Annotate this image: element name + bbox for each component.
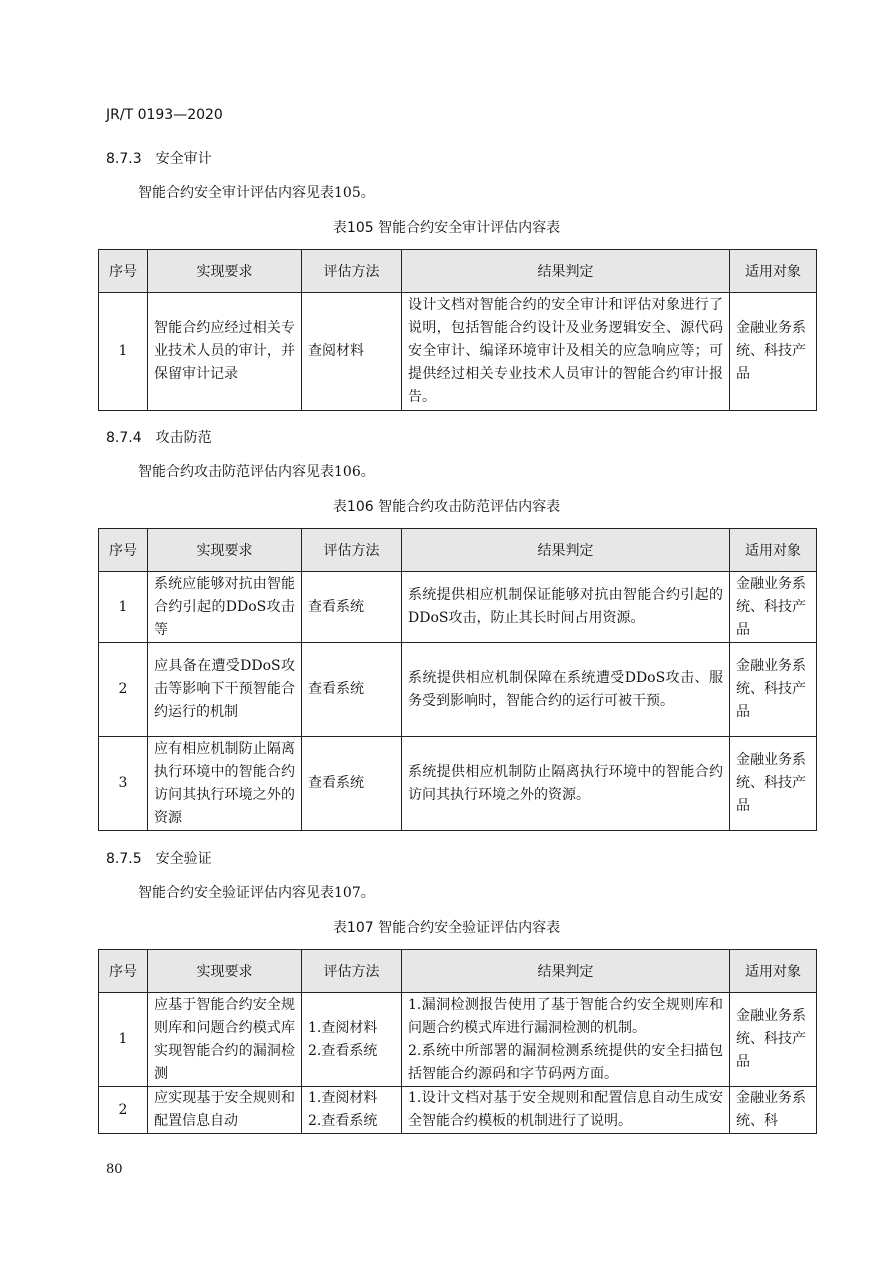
section-intro: 智能合约安全验证评估内容见表107。 (138, 885, 375, 901)
cell-no: 1 (99, 572, 148, 643)
column-header: 实现要求 (148, 529, 302, 572)
cell-requirement: 应有相应机制防止隔离执行环境中的智能合约访问其执行环境之外的资源 (148, 737, 302, 831)
cell-requirement: 应具备在遭受DDoS攻击等影响下干预智能合约运行的机制 (148, 643, 302, 737)
column-header: 适用对象 (730, 250, 817, 293)
column-header: 结果判定 (402, 250, 730, 293)
cell-result: 系统提供相应机制保障在系统遭受DDoS攻击、服务受到影响时，智能合约的运行可被干预。 (402, 643, 730, 737)
cell-no: 1 (99, 293, 148, 411)
section-title: 8.7.3 安全审计 (106, 151, 212, 167)
table-row (99, 737, 817, 831)
result-item: 2.系统中所部署的漏洞检测系统提供的安全扫描包括智能合约源码和字节码两方面。 (408, 1042, 723, 1082)
cell-no: 1 (99, 993, 148, 1087)
cell-no: 2 (99, 1087, 148, 1134)
table-header-row (99, 950, 817, 993)
section-title: 8.7.4 攻击防范 (106, 430, 212, 446)
cell-no: 3 (99, 737, 148, 831)
page-number: 80 (106, 1162, 123, 1177)
column-header: 评估方法 (302, 250, 402, 293)
column-header: 评估方法 (302, 529, 402, 572)
column-header: 评估方法 (302, 950, 402, 993)
cell-result (402, 993, 730, 1087)
column-header: 结果判定 (402, 529, 730, 572)
cell-target: 金融业务系统、科技产品 (730, 293, 817, 411)
cell-method (302, 993, 402, 1087)
table-row (99, 572, 817, 643)
method-item: 2.查看系统 (308, 1042, 378, 1059)
method-item: 1.查阅材料 (308, 1090, 378, 1106)
cell-requirement: 应基于智能合约安全规则库和问题合约模式库实现智能合约的漏洞检测 (148, 993, 302, 1087)
cell-method: 查看系统 (302, 572, 402, 643)
cell-method: 查看系统 (302, 737, 402, 831)
cell-result: 1.设计文档对基于安全规则和配置信息自动生成安全智能合约模板的机制进行了说明。 (402, 1087, 730, 1134)
assessment-table (98, 528, 817, 831)
column-header: 实现要求 (148, 950, 302, 993)
column-header: 序号 (99, 250, 148, 293)
table-row (99, 993, 817, 1087)
column-header: 实现要求 (148, 250, 302, 293)
cell-method: 查看系统 (302, 643, 402, 737)
result-item: 1.漏洞检测报告使用了基于智能合约安全规则库和问题合约模式库进行漏洞检测的机制。 (408, 996, 723, 1036)
section-intro: 智能合约攻击防范评估内容见表106。 (138, 464, 375, 480)
cell-target: 金融业务系统、科技产品 (730, 993, 817, 1087)
table-caption: 表107 智能合约安全验证评估内容表 (332, 920, 561, 936)
column-header: 适用对象 (730, 950, 817, 993)
column-header: 序号 (99, 529, 148, 572)
cell-requirement: 系统应能够对抗由智能合约引起的DDoS攻击等 (148, 572, 302, 643)
table-header-row (99, 529, 817, 572)
table-header-row (99, 250, 817, 293)
method-item: 1.查阅材料 (308, 1019, 378, 1036)
assessment-table (98, 249, 817, 411)
table-caption: 表105 智能合约安全审计评估内容表 (332, 220, 561, 236)
method-item: 2.查看系统 (308, 1113, 378, 1129)
cell-requirement: 智能合约应经过相关专业技术人员的审计，并保留审计记录 (148, 293, 302, 411)
cell-method: 查阅材料 (302, 293, 402, 411)
column-header: 序号 (99, 950, 148, 993)
cell-target: 金融业务系统、科 (730, 1087, 817, 1134)
table-row (99, 1087, 817, 1134)
cell-result: 系统提供相应机制保证能够对抗由智能合约引起的DDoS攻击，防止其长时间占用资源。 (402, 572, 730, 643)
assessment-table (98, 949, 817, 1134)
section-title: 8.7.5 安全验证 (106, 851, 212, 867)
table-row (99, 643, 817, 737)
cell-method (302, 1087, 402, 1134)
cell-requirement: 应实现基于安全规则和配置信息自动 (148, 1087, 302, 1134)
cell-result: 设计文档对智能合约的安全审计和评估对象进行了说明，包括智能合约设计及业务逻辑安全、源代码安全审计、编译环境审计及相关的应急响应等；可提供经过相关专业技术人员审计的智能合约审计报告。 (402, 293, 730, 411)
cell-no: 2 (99, 643, 148, 737)
cell-target: 金融业务系统、科技产品 (730, 572, 817, 643)
cell-target: 金融业务系统、科技产品 (730, 643, 817, 737)
cell-target: 金融业务系统、科技产品 (730, 737, 817, 831)
column-header: 适用对象 (730, 529, 817, 572)
cell-result: 系统提供相应机制防止隔离执行环境中的智能合约访问其执行环境之外的资源。 (402, 737, 730, 831)
document-header: JR/T 0193—2020 (106, 107, 223, 123)
table-row (99, 293, 817, 411)
section-intro: 智能合约安全审计评估内容见表105。 (138, 185, 375, 201)
column-header: 结果判定 (402, 950, 730, 993)
table-caption: 表106 智能合约攻击防范评估内容表 (332, 499, 561, 515)
